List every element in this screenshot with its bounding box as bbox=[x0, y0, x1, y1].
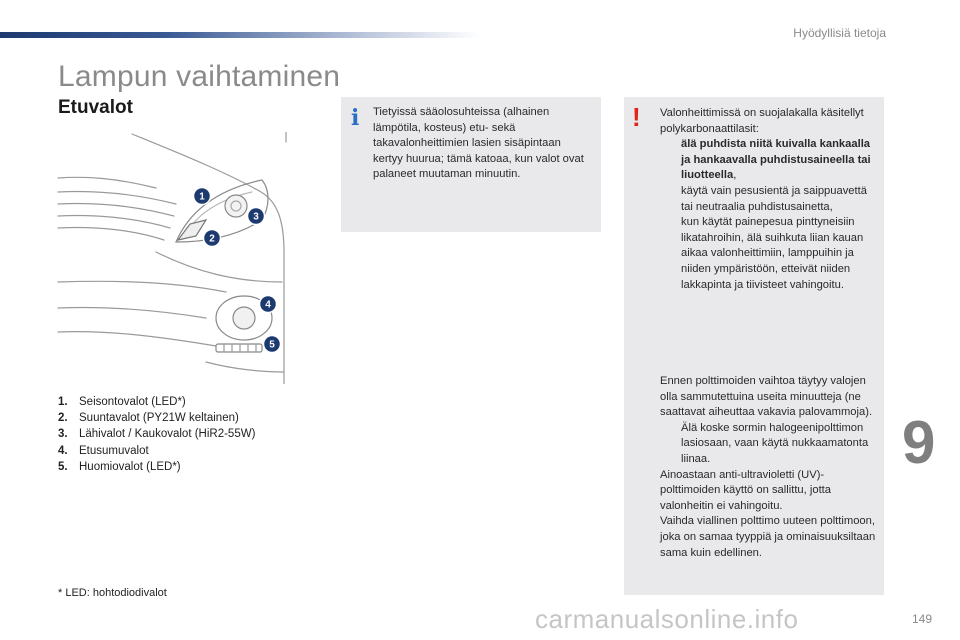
info-text: Tietyissä sääolosuhteissa (alhainen lämpötila, kosteus) etu- sekä takavalonheittimien lasien sisäpintaan kertyy huurua; tämä katoaa, kun valot ovat palaneet muutaman minuutin. bbox=[373, 106, 584, 181]
section-heading: Etuvalot bbox=[58, 97, 133, 118]
bullet-icon bbox=[660, 215, 681, 293]
callout-4 bbox=[260, 296, 277, 313]
parts-list bbox=[58, 394, 255, 475]
page-title: Lampun vaihtaminen bbox=[58, 60, 341, 93]
callout-2 bbox=[204, 230, 221, 247]
page-number: 149 bbox=[912, 612, 933, 626]
info-box bbox=[341, 97, 601, 232]
warning-box bbox=[624, 97, 884, 595]
list-item: 3. Lähivalot / Kaukovalot (HiR2-55W) bbox=[58, 428, 256, 441]
warning-text-1 bbox=[660, 106, 880, 293]
info-icon: i bbox=[351, 105, 360, 131]
footnote: * LED: hohtodiodivalot bbox=[58, 587, 167, 599]
svg-text:5: 5 bbox=[269, 339, 275, 351]
warning-intro: Valonheittimissä on suojalakalla käsitellyt polykarbonaattilasit: bbox=[660, 107, 864, 135]
warning-paragraph: Ainoastaan anti-ultravioletti (UV)-polttimoiden käyttö on sallittu, jotta valonheitin ei vahingoitu. bbox=[660, 468, 832, 512]
headlight-illustration bbox=[56, 132, 290, 384]
warning-paragraph: Vaihda viallinen polttimo uuteen polttimoon, joka on samaa tyyppiä ja ominaisuuksiltaan sama kuin edellinen. bbox=[660, 515, 876, 559]
svg-text:2: 2 bbox=[209, 233, 215, 245]
list-item: 5. Huomiovalot (LED*) bbox=[58, 460, 181, 473]
svg-text:3: 3 bbox=[253, 211, 259, 223]
bullet-icon bbox=[660, 421, 681, 468]
watermark: carmanualsonline.info bbox=[535, 604, 799, 634]
callout-3 bbox=[248, 208, 265, 225]
callout-5 bbox=[264, 336, 281, 353]
bullet-icon bbox=[660, 137, 681, 184]
header-section-title: Hyödyllisiä tietoja bbox=[793, 26, 886, 40]
list-item: 1. Seisontovalot (LED*) bbox=[58, 396, 186, 408]
list-item: 4. Etusumuvalot bbox=[58, 444, 149, 457]
bullet-item: kun käytät painepesua pinttyneisiin likatahroihin, älä suihkuta liian kauan aikaa valonheittimiin, lamppuihin ja niiden ympäristöön, etteivät niiden lakkapinta ja tiivisteet vahingoitu. bbox=[660, 215, 880, 293]
svg-text:4: 4 bbox=[265, 299, 271, 311]
list-item: 2. Suuntavalot (PY21W keltainen) bbox=[58, 412, 239, 425]
header-gradient-bar bbox=[0, 32, 480, 38]
bullet-item: Älä koske sormin halogeenipolttimon lasiosaan, vaan käytä nukkaamatonta liinaa. bbox=[660, 421, 880, 468]
warning-text-2 bbox=[660, 374, 880, 561]
bullet-item: käytä vain pesusientä ja saippuavettä tai neutraalia puhdistusainetta, bbox=[660, 184, 880, 215]
warning-icon: ! bbox=[632, 102, 641, 132]
callout-1 bbox=[194, 188, 211, 205]
warning-paragraph: Ennen polttimoiden vaihtoa täytyy valojen olla sammutettuina useita minuutteja (ne saattavat aiheuttaa vakavia palovammoja). bbox=[660, 375, 873, 419]
bullet-item: älä puhdista niitä kuivalla kankaalla ja hankaavalla puhdistusaineella tai liuotteella, bbox=[660, 137, 880, 184]
svg-text:1: 1 bbox=[199, 191, 205, 203]
bullet-icon bbox=[660, 184, 681, 215]
chapter-number: 9 bbox=[902, 409, 936, 476]
